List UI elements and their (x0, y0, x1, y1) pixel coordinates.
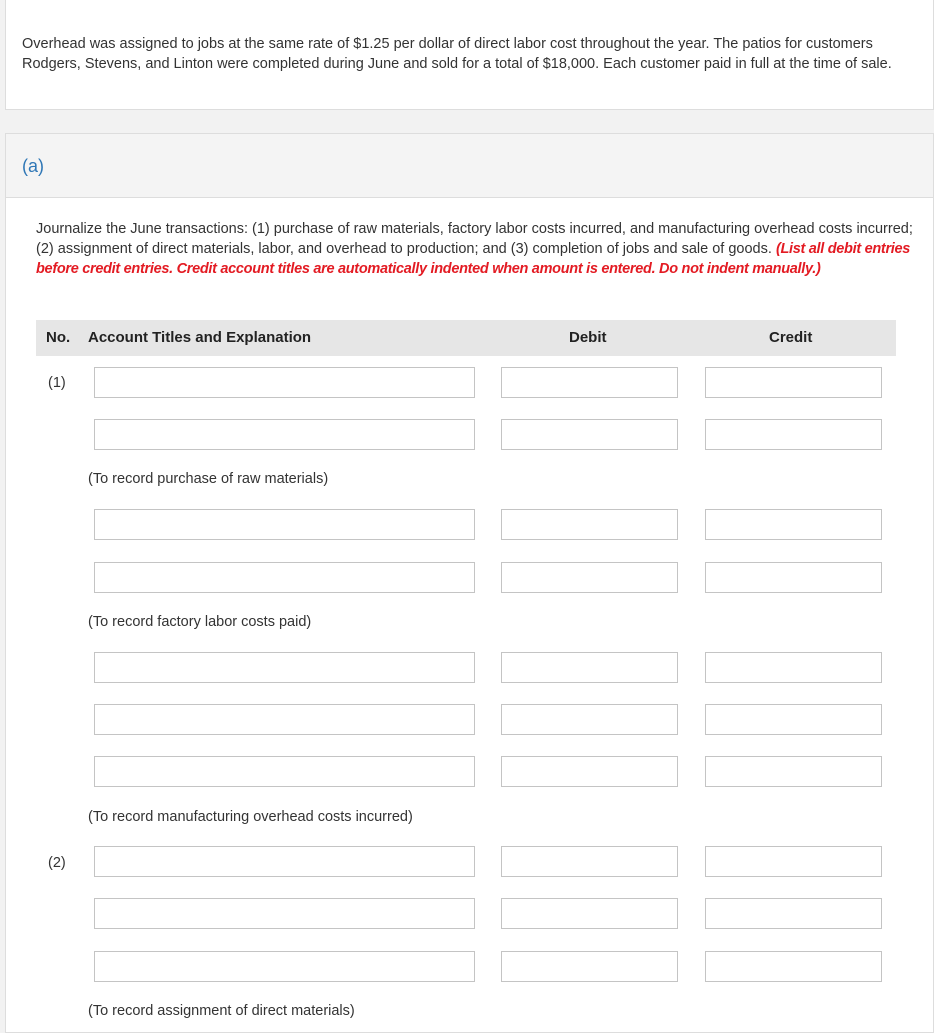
journal-table-header (36, 320, 896, 356)
explanation-overhead-costs: (To record manufacturing overhead costs incurred) (88, 809, 413, 825)
credit-input[interactable] (705, 951, 882, 982)
debit-input[interactable] (501, 562, 678, 593)
instructions-text: Journalize the June transactions: (1) purchase of raw materials, factory labor costs incurred, and manufacturing overhead costs incurred; (2) assignment of direct materials, labor, and overhead to production; and (3) completion of jobs and sale of goods. (36, 221, 913, 257)
credit-input[interactable] (705, 509, 882, 540)
entry-number-2: (2) (48, 855, 66, 871)
account-title-input[interactable] (94, 846, 475, 877)
part-header (6, 134, 933, 198)
problem-panel (5, 0, 934, 110)
header-no: No. (46, 329, 71, 346)
part-a-panel (5, 133, 934, 1033)
credit-input[interactable] (705, 562, 882, 593)
account-title-input[interactable] (94, 509, 475, 540)
problem-text: Overhead was assigned to jobs at the same rate of $1.25 per dollar of direct labor cost throughout the year. The patios for customers Rodgers, Stevens, and Linton were completed during June and sold for a total of $18,000. Each customer paid in full at the time of sale. (22, 36, 892, 72)
credit-input[interactable] (705, 652, 882, 683)
header-debit: Debit (569, 329, 607, 346)
instructions-note: (List all debit entries before credit entries. Credit account titles are automatically indented when amount is entered. Do not indent manually.) (36, 241, 911, 277)
header-account: Account Titles and Explanation (88, 329, 312, 346)
credit-input[interactable] (705, 846, 882, 877)
account-title-input[interactable] (94, 367, 475, 398)
debit-input[interactable] (501, 509, 678, 540)
debit-input[interactable] (501, 704, 678, 735)
credit-input[interactable] (705, 756, 882, 787)
entry-number-1: (1) (48, 375, 66, 391)
explanation-direct-materials: (To record assignment of direct materials) (88, 1003, 355, 1019)
account-title-input[interactable] (94, 419, 475, 450)
account-title-input[interactable] (94, 562, 475, 593)
explanation-raw-materials: (To record purchase of raw materials) (88, 471, 329, 487)
account-title-input[interactable] (94, 951, 475, 982)
credit-input[interactable] (705, 419, 882, 450)
debit-input[interactable] (501, 898, 678, 929)
debit-input[interactable] (501, 367, 678, 398)
debit-input[interactable] (501, 652, 678, 683)
debit-input[interactable] (501, 419, 678, 450)
credit-input[interactable] (705, 704, 882, 735)
debit-input[interactable] (501, 756, 678, 787)
credit-input[interactable] (705, 367, 882, 398)
debit-input[interactable] (501, 846, 678, 877)
instructions (36, 219, 916, 279)
account-title-input[interactable] (94, 704, 475, 735)
explanation-factory-labor: (To record factory labor costs paid) (88, 614, 312, 630)
part-label: (a) (22, 156, 44, 176)
account-title-input[interactable] (94, 898, 475, 929)
header-credit: Credit (769, 329, 813, 346)
credit-input[interactable] (705, 898, 882, 929)
account-title-input[interactable] (94, 652, 475, 683)
account-title-input[interactable] (94, 756, 475, 787)
debit-input[interactable] (501, 951, 678, 982)
